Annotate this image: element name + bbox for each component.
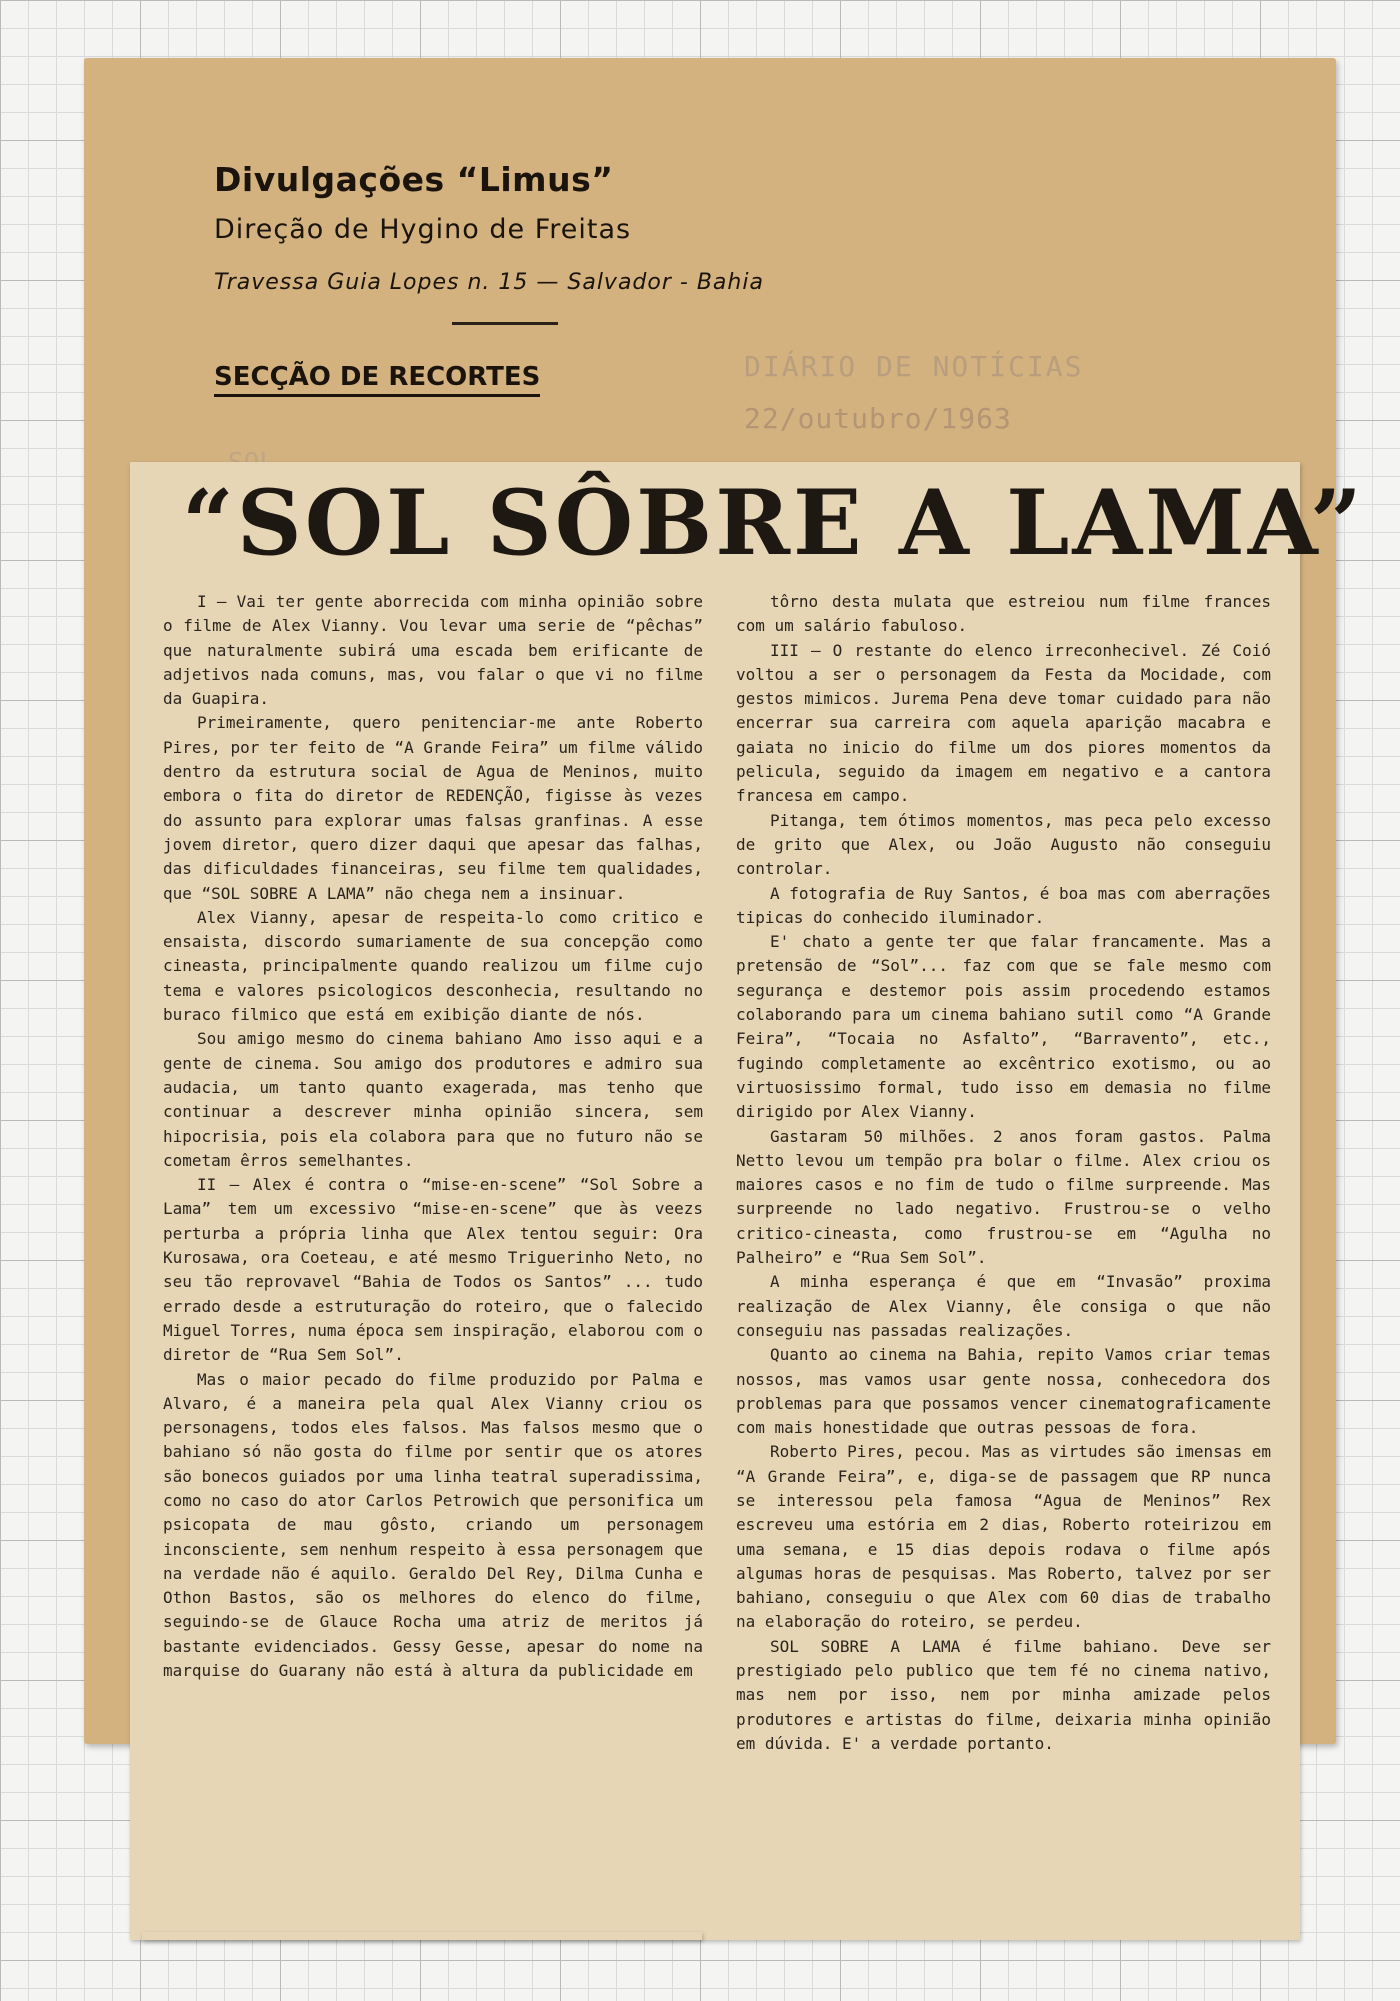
paragraph: SOL SOBRE A LAMA é filme bahiano. Deve ser prestigiado pelo publico que tem fé no cinema nativo, mas nem por isso, nem por minha amizade pelos produtores e artistas do filme, deixaria minha opinião em dúvida. E' a verdade portanto.	[736, 1636, 1271, 1753]
clipping-tail	[142, 1932, 702, 1940]
paragraph: A fotografia de Ruy Santos, é boa mas com aberrações tipicas do conhecido iluminador.	[736, 883, 1271, 927]
paragraph: Pitanga, tem ótimos momentos, mas peca pelo excesso de grito que Alex, ou João Augusto não conseguiu controlar.	[736, 810, 1271, 879]
paragraph: Alex Vianny, apesar de respeita-lo como critico e ensaista, discordo sumariamente de sua concepção como cineasta, principalmente quando realizou um filme cujo tema e valores psicologicos desconhecia, resultando no buraco filmico que está em exibição diante de nós.	[163, 907, 703, 1025]
paragraph: Primeiramente, quero penitenciar-me ante Roberto Pires, por ter feito de “A Grande Feira” um filme válido dentro da estrutura social de Agua de Meninos, muito embora o fita do diretor de REDENÇÃO, figisse às vezes do assunto para explorar umas falsas granfinas. A esse jovem diretor, quero dizer daqui que apesar das falhas, das dificuldades financeiras, seu filme tem qualidades, que “SOL SOBRE A LAMA” não chega nem a insinuar.	[163, 713, 703, 903]
paragraph: Gastaram 50 milhões. 2 anos foram gastos. Palma Netto levou um tempão pra bolar o filme. Alex criou os maiores casos e no fim de tudo o filme surpreende. Mas surpreende no lado negativo. Frustrou-se o velho critico-cineasta, como frustrou-se em “Agulha no Palheiro” e “Rua Sem Sol”.	[736, 1126, 1271, 1268]
paragraph: A minha esperança é que em “Invasão” proxima realização de Alex Vianny, êle consiga o que não conseguiu nas passadas realizações.	[736, 1272, 1271, 1340]
paragraph: III — O restante do elenco irreconhecivel. Zé Coió voltou a ser o personagem da Festa da Mocidade, com gestos mimicos. Jurema Pena deve tomar cuidado para não encerrar sua carreira com aquela aparição macabra e gaiata no inicio do filme um dos piores momentos da pelicula, seguido da imagem em negativo e a cantora francesa em campo.	[736, 640, 1271, 806]
newspaper-stamp: DIÁRIO DE NOTÍCIAS	[744, 350, 1084, 383]
paragraph: Quanto ao cinema na Bahia, repito Vamos criar temas nossos, mas vamos usar gente nossa, conhecedora dos problemas para que possamos vencer cinematograficamente com mais honestidade que outras pessoas de fora.	[736, 1345, 1271, 1438]
paragraph: I — Vai ter gente aborrecida com minha opinião sobre o filme de Alex Vianny. Vou levar uma serie de “pêchas” que naturalmente subirá uma escada bem erificante de adjetivos nada comuns, mas, vou falar o que vi no filme da Guapira.	[163, 592, 703, 709]
address-line: Travessa Guia Lopes n. 15 — Salvador - Bahia	[214, 270, 764, 295]
paragraph: Roberto Pires, pecou. Mas as virtudes são imensas em “A Grande Feira”, e, diga-se de passagem que RP nunca se interessou pela famosa “Agua de Meninos” Rex escreveu uma estória em 2 dias, Roberto roteirizou em uma semana, e 15 dias depois rodava o filme após algumas horas de pesquisas. Mas Roberto, talvez por ser bahiano, conseguiu o que Alex com 60 dias de trabalho na elaboração do roteiro, se perdeu.	[736, 1442, 1271, 1632]
article-column-left	[163, 590, 703, 1683]
brand-title: Divulgações “Limus”	[214, 160, 614, 199]
divider	[452, 322, 558, 325]
paragraph: Sou amigo mesmo do cinema bahiano Amo isso aqui e a gente de cinema. Sou amigo dos produtores e admiro sua audacia, um tanto quanto exagerada, mas tenho que continuar a descrever minha opinião sincera, sem hipocrisia, pois ela colabora para que no futuro não se cometam êrros semelhantes.	[163, 1029, 703, 1170]
paragraph: tôrno desta mulata que estreiou num filme frances com um salário fabuloso.	[736, 592, 1271, 636]
paragraph: Mas o maior pecado do filme produzido por Palma e Alvaro, é a maneira pela qual Alex Vianny criou os personagens, todos eles falsos. Mas falsos mesmo que o bahiano só não gosta do filme por sentir que os atores são bonecos guiados por uma linha teatral superadissima, como no caso do ator Carlos Petrowich que personifica um psicopata de mau gôsto, criando um personagem inconsciente, sem nenhum respeito à essa personagem que na verdade não é aquilo. Geraldo Del Rey, Dilma Cunha e Othon Bastos, são os melhores do elenco do filme, seguindo-se de Glauce Rocha uma atriz de meritos já bastante evidenciados. Gessy Gesse, apesar do nome na marquise do Guarany não está à altura da publicidade em	[163, 1369, 703, 1681]
article-headline: “SOL SÔBRE A LAMA”	[182, 470, 1365, 576]
direction-line: Direção de Hygino de Freitas	[214, 214, 632, 245]
paragraph: II — Alex é contra o “mise-en-scene” “Sol Sobre a Lama” tem um excessivo “mise-en-scene” que às veezs perturba a própria linha que Alex tentou seguir: Ora Kurosawa, ora Coeteau, e até mesmo Triguerinho Neto, no seu tão reprovavel “Bahia de Todos os Santos” ... tudo errado desde a estruturação do roteiro, que o falecido Miguel Torres, numa época sem inspiração, elaborou com o diretor de “Rua Sem Sol”.	[163, 1175, 703, 1365]
section-title: SECÇÃO DE RECORTES	[214, 362, 540, 397]
paragraph: E' chato a gente ter que falar francamente. Mas a pretensão de “Sol”... faz com que se fale mesmo com segurança e destemor pois assim procedendo estamos colaborando para um cinema bahiano sutil como “A Grande Feira”, “Tocaia no Asfalto”, “Barravento”, etc., fugindo completamente ao excêntrico exotismo, ou ao virtuosissimo formal, tudo isso em demasia no filme dirigido por Alex Vianny.	[736, 932, 1271, 1122]
article-column-right	[736, 590, 1271, 1756]
date-stamp: 22/outubro/1963	[744, 402, 1012, 435]
